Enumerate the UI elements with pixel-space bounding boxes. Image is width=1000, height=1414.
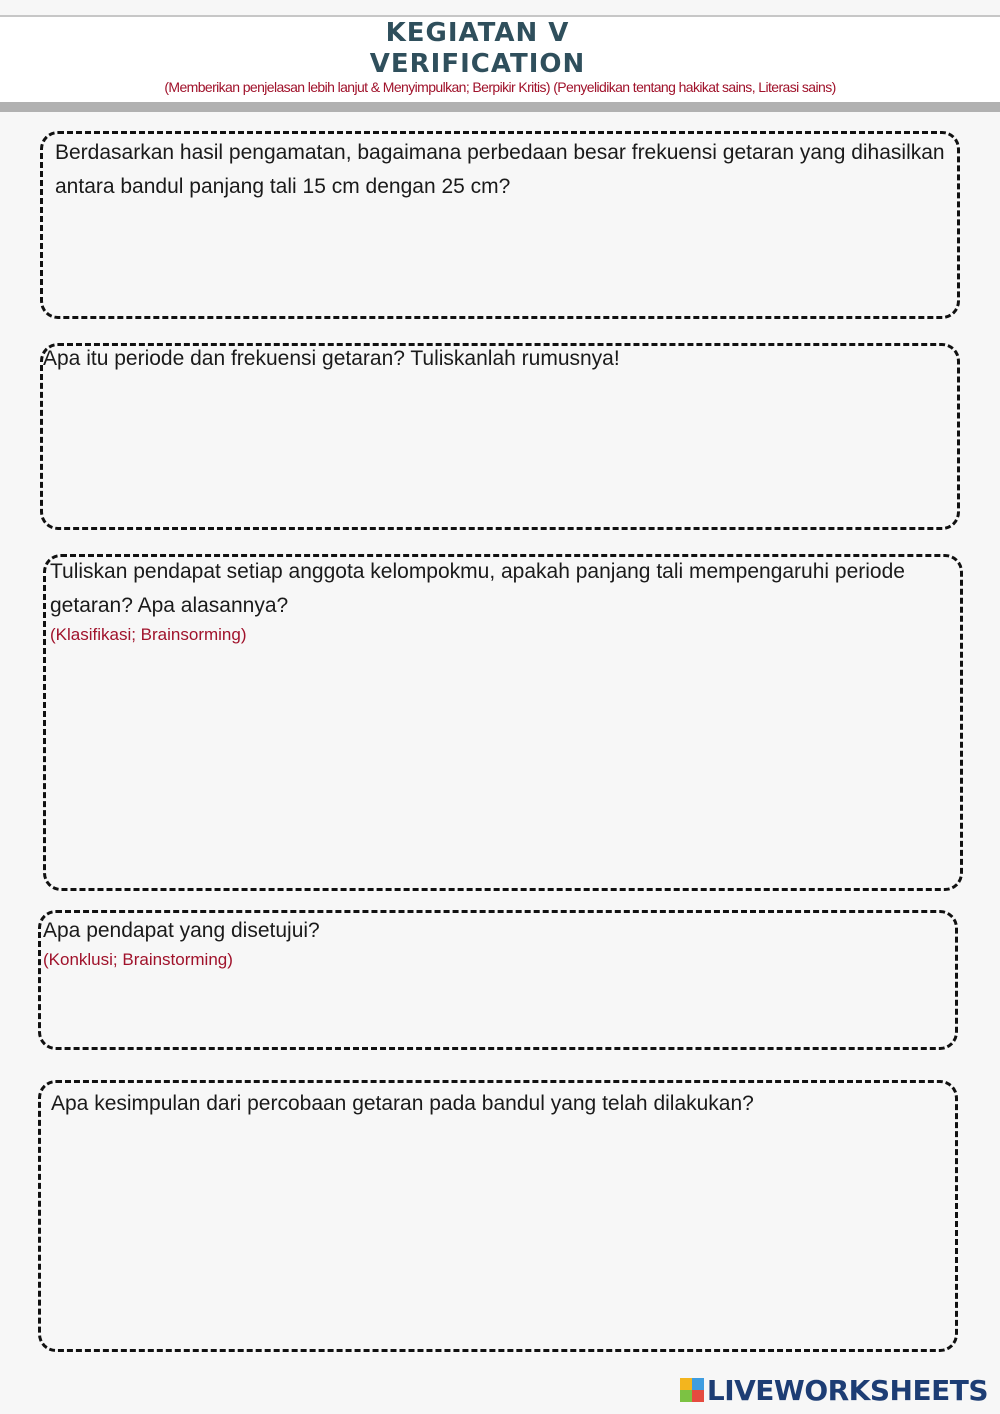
liveworksheets-logo[interactable] [680, 1373, 988, 1407]
question-box-4[interactable] [38, 910, 958, 1050]
question-text-4: Apa pendapat yang disetujui? [43, 919, 320, 942]
question-note-3: (Klasifikasi; Brainsorming) [50, 625, 247, 644]
question-text-2: Apa itu periode dan frekuensi getaran? Tuliskanlah rumusnya! [43, 347, 620, 370]
question-note-4: (Konklusi; Brainstorming) [43, 950, 233, 969]
question-box-2[interactable] [40, 343, 960, 530]
logo-square-3 [680, 1390, 692, 1402]
question-box-1[interactable] [40, 131, 960, 319]
page-title-line2: VERIFICATION [369, 49, 586, 79]
liveworksheets-brand-text: LIVEWORKSHEETS [706, 1373, 988, 1407]
question-text-1: Berdasarkan hasil pengamatan, bagaimana perbedaan besar frekuensi getaran yang dihasilkan antara bandul panjang tali 15 cm dengan 25 cm? [55, 141, 945, 198]
logo-square-4 [692, 1390, 704, 1402]
page-title-line1: KEGIATAN V [385, 18, 570, 48]
logo-square-2 [692, 1378, 704, 1390]
question-text-3: Tuliskan pendapat setiap anggota kelompokmu, apakah panjang tali mempengaruhi periode getaran? Apa alasannya? [50, 560, 905, 617]
header-bottom-bar [0, 102, 1000, 112]
liveworksheets-logo-icon [680, 1378, 704, 1402]
logo-square-1 [680, 1378, 692, 1390]
question-text-5: Apa kesimpulan dari percobaan getaran pada bandul yang telah dilakukan? [51, 1092, 754, 1115]
question-box-5[interactable] [38, 1080, 958, 1352]
question-box-3[interactable] [43, 554, 963, 891]
page-subtitle: (Memberikan penjelasan lebih lanjut & Menyimpulkan; Berpikir Kritis) (Penyelidikan tentang hakikat sains, Literasi sains) [164, 79, 836, 95]
